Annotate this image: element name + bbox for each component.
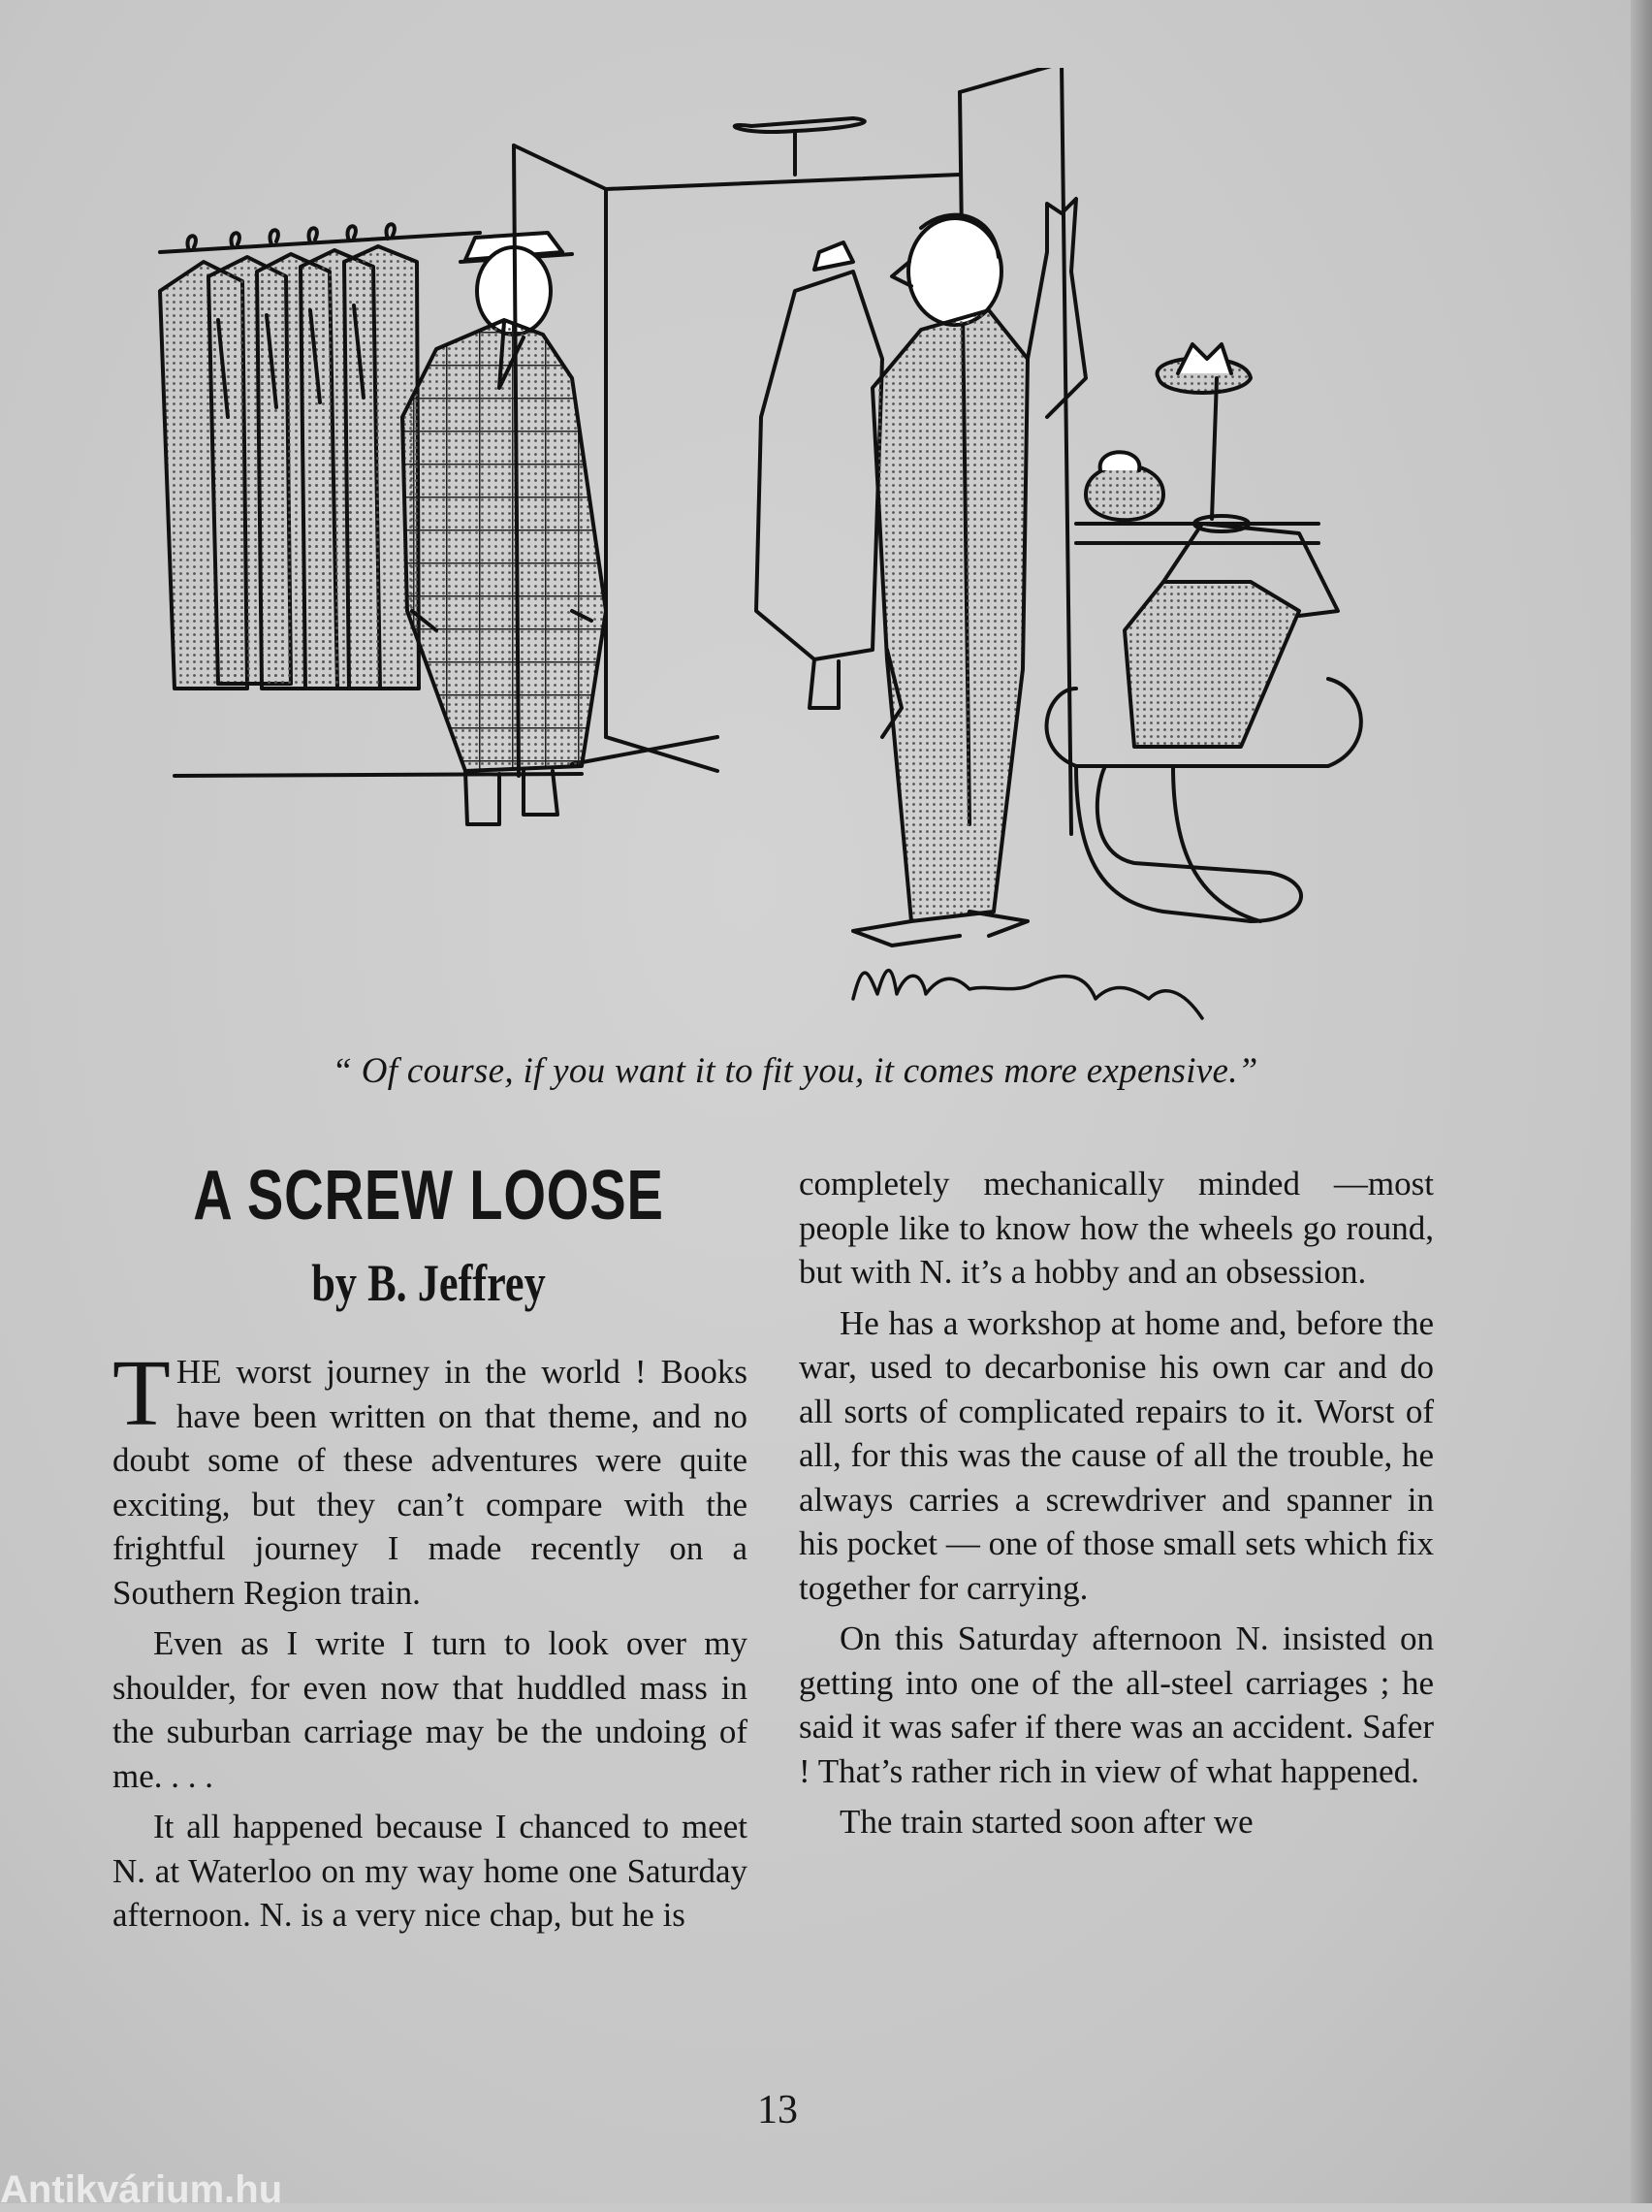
page-number: 13	[757, 2088, 798, 2132]
cartoon-illustration	[116, 68, 1454, 1038]
binding-edge	[1631, 0, 1652, 2203]
hat-shelf	[1076, 344, 1318, 543]
paragraph: completely mechanically minded —most people like to know how the wheels go round, but with N. it’s a hobby and an obsession.	[799, 1165, 1434, 1291]
left-column	[112, 1341, 747, 1944]
coat-in-cubicle	[756, 242, 882, 708]
salesman-figure	[853, 199, 1086, 946]
paragraph: On this Saturday afternoon N. insisted on getting into one of the all-steel carriages ; he said it was safer if there was an accident. Safer ! That’s rather rich in view of what happened.	[799, 1619, 1434, 1790]
floor-line	[175, 774, 582, 776]
paragraph: Even as I write I turn to look over my shoulder, for even now that huddled mass in the suburban carriage may be the undoing of me. . . .	[112, 1624, 747, 1795]
watermark: Antikvárium.hu	[0, 2168, 283, 2211]
cartoon-caption: “ Of course, if you want it to fit you, it comes more expensive.”	[332, 1051, 1258, 1091]
paragraph: It all happened because I chanced to meet N. at Waterloo on my way home one Saturday afternoon. N. is a very nice chap, but he is	[112, 1808, 747, 1934]
paragraph: The train started soon after we	[840, 1803, 1254, 1841]
signature-mark	[853, 971, 1202, 1018]
customer-figure	[402, 233, 606, 824]
paragraph: THE worst journey in the world ! Books have been written on that theme, and no doubt some of these adventures were quite exciting, but they can’t compare with the frightful journey I made recently on a Southern Region train.	[112, 1341, 747, 1612]
right-column	[799, 1162, 1434, 1851]
article-byline: by B. Jeffrey	[311, 1254, 546, 1312]
paragraph: He has a workshop at home and, before the war, used to decarbonise his own car and do all sorts of complicated repairs to it. Worst of all, for this was the cause of all the trouble, he always carries a screwdriver and spanner in his pocket — one of those small sets which fix together for carrying.	[799, 1303, 1434, 1607]
armchair	[1047, 524, 1361, 921]
drop-cap: T	[112, 1341, 171, 1446]
article-title: A SCREW LOOSE	[193, 1157, 664, 1234]
